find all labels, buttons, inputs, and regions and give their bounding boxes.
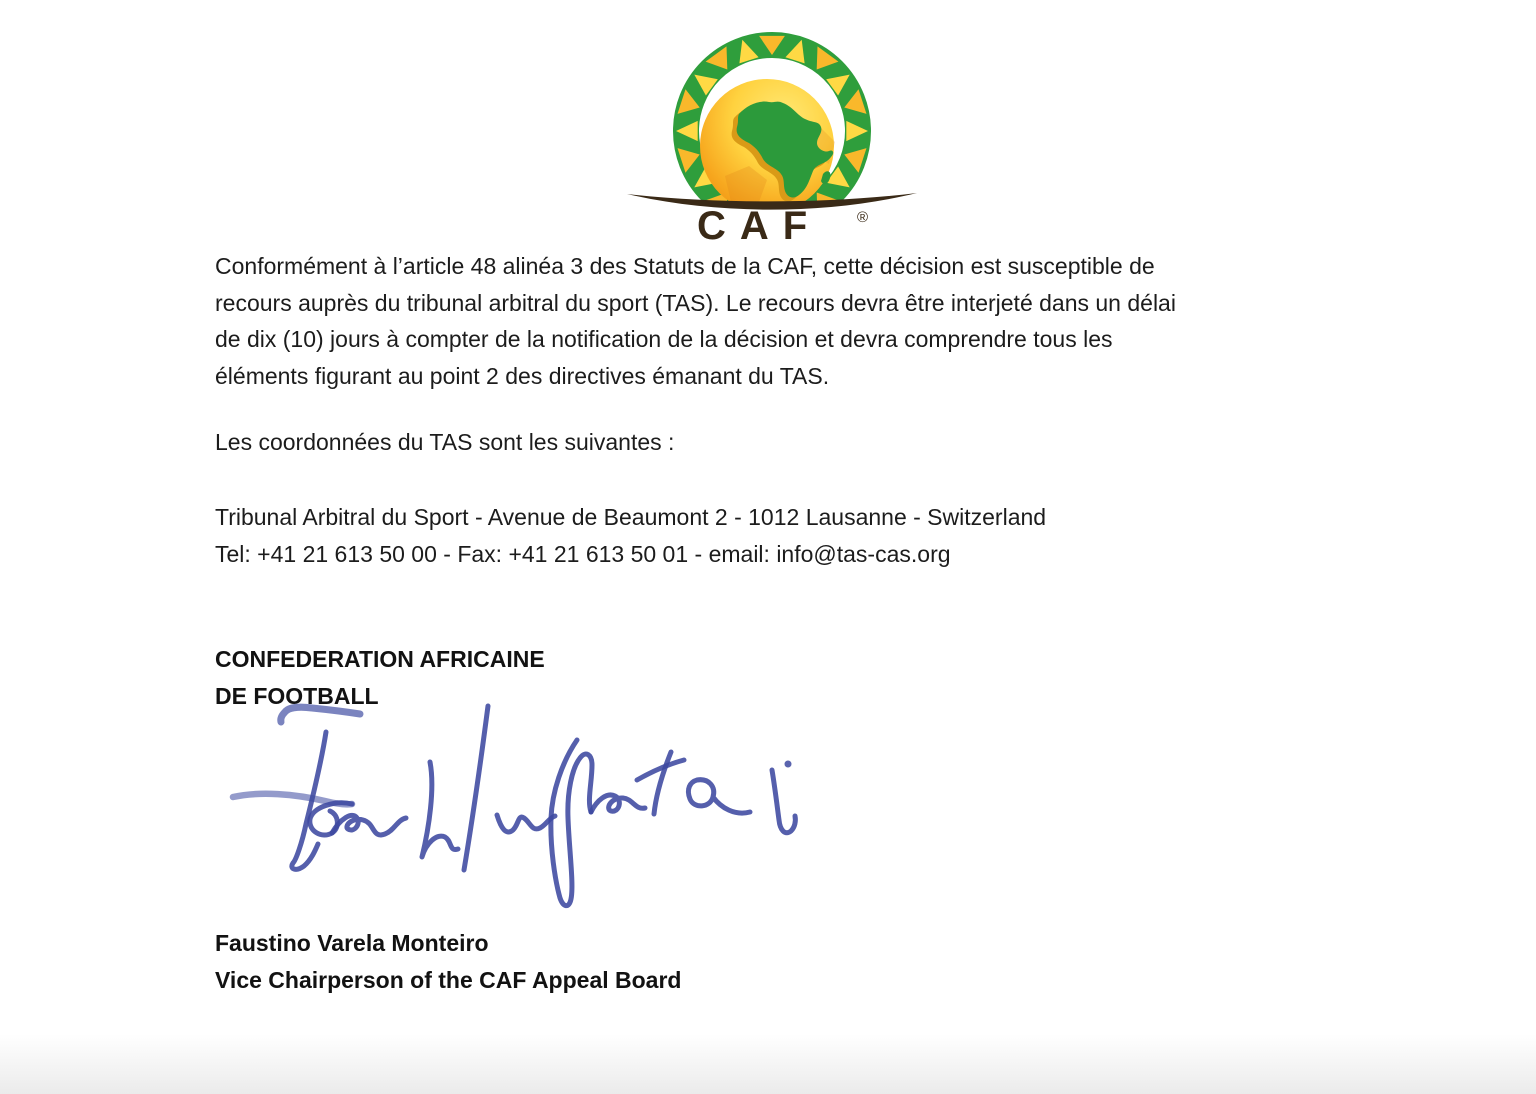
caf-wordmark-text: CAF [697,204,822,248]
org-name-line-1: CONFEDERATION AFRICAINE [215,646,545,672]
paragraph-line-4: éléments figurant au point 2 des directives émanant du TAS. [215,362,830,389]
tas-intro: Les coordonnées du TAS sont les suivantes : [215,429,675,455]
org-name-line-2: DE FOOTBALL [215,682,379,709]
paragraph-line-3: de dix (10) jours à compter de la notification de la décision et devra comprendre tous les [215,326,1113,352]
tas-address: Tribunal Arbitral du Sport - Avenue de Beaumont 2 - 1012 Lausanne - Switzerland [215,504,1047,530]
tas-contact: Tel: +41 21 613 50 00 - Fax: +41 21 613 50 01 - email: info@tas-cas.org [215,540,951,567]
signatory-name: Faustino Varela Monteiro [215,930,489,956]
signatory-block [215,925,681,998]
signature-image [225,700,805,915]
signatory-title: Vice Chairperson of the CAF Appeal Board [215,966,682,993]
caf-logo [617,28,927,264]
paragraph-line-1: Conformément à l’article 48 alinéa 3 des Statuts de la CAF, cette décision est susceptible de [215,253,1155,279]
tas-coordinates [215,499,1046,572]
appeal-paragraph [215,248,1176,394]
registered-mark: ® [857,209,869,226]
page-bottom-fade [0,1034,1536,1094]
paragraph-line-2: recours auprès du tribunal arbitral du sport (TAS). Le recours devra être interjeté dans un délai [215,289,1176,316]
signature-strokes [225,700,805,915]
i-dot [785,761,792,768]
caf-logo-graphic [617,28,927,264]
